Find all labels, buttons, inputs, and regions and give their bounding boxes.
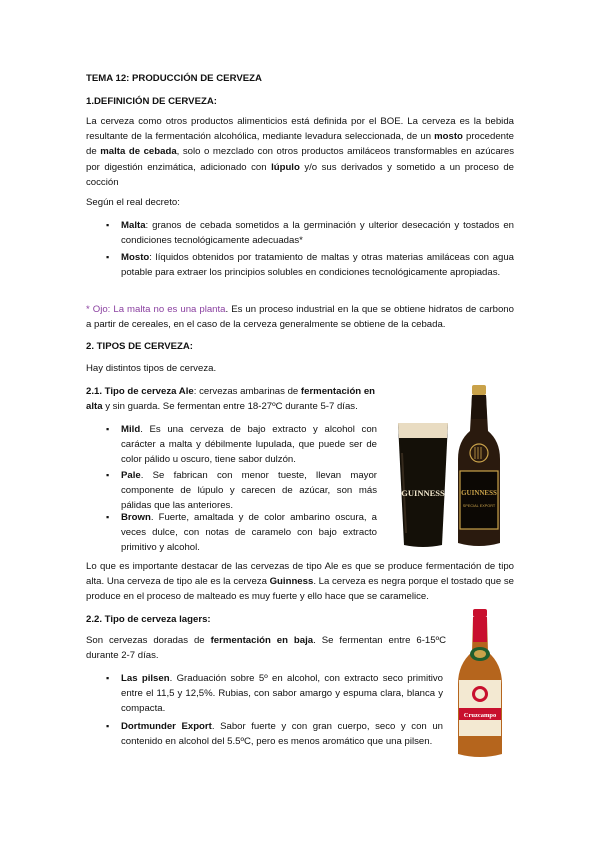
ale-text: Lo que es importante destacar de las cervezas de tipo Ale es que se produce fermentación de tipo alta. Una cerveza de tipo ale es la cerveza [86, 561, 514, 588]
section-2-heading: 2. TIPOS DE CERVEZA: [86, 341, 193, 352]
ale-text: : cervezas ambarinas de [193, 386, 301, 397]
note-text: . Es un proceso industrial en la que se obtiene hidratos de carbono a partir de cereales, en el caso de la cerveza generalmente se obtiene de la cebada. [86, 304, 514, 331]
bullet: ▪ [106, 512, 110, 522]
term: Brown [121, 512, 151, 523]
guinness-image [392, 383, 516, 551]
ale-text: y sin guarda. Se fermentan entre 18-27ºC durante 5-7 días. [102, 401, 358, 413]
lager-heading: 2.2. Tipo de cerveza lagers: [86, 614, 211, 625]
definition-text: y/o sus derivados y sometido a un proceso de cocción [86, 161, 514, 188]
types-intro: Hay distintos tipos de cerveza. [86, 363, 217, 374]
ale-text: . La cerveza es negra porque el tostado que se produce en el proceso de malteado es muy fuerte y ello hace que se caramelice. [86, 576, 514, 603]
guinness-bottle [458, 385, 500, 546]
decreto-label: Según el real decreto: [86, 197, 180, 208]
cruzcampo-image [450, 608, 510, 760]
term: Mild [121, 424, 141, 435]
list-item-pale [121, 468, 377, 514]
note-highlight: * Ojo: La malta no es una planta [86, 304, 226, 315]
bottle-label: GUINNESS [461, 489, 497, 497]
definition-text: La cerveza como otros productos alimenticios está definida por el BOE. La cerveza es la bebida resultante de la fermentación alcohólica, mediante levadura seleccionada, de un [86, 116, 514, 143]
list-item-malta [121, 218, 514, 248]
definition: . Es una cerveza de bajo extracto y alcohol con carácter a malta y débilmente lupulada, que puede ser de color pálido u oscuro, tiene sabor dulzón. [121, 424, 377, 466]
definition: . Se fabrican con menor tueste, llevan mayor componente de lúpulo y carecen de azúcar, son más pálidas que las anteriores. [121, 470, 377, 512]
bullet: ▪ [106, 470, 110, 480]
subsection-number: 2.1. [86, 386, 103, 397]
ale-intro [86, 384, 380, 414]
subsection-label: Tipo de cerveza Ale [102, 386, 194, 397]
list-item-pilsen [121, 671, 443, 717]
term: Mosto [121, 252, 150, 263]
term-lupulo: lúpulo [271, 161, 300, 173]
bullet: ▪ [106, 252, 110, 262]
bullet: ▪ [106, 673, 110, 683]
definition-text: procedente de [86, 131, 515, 158]
definition: : granos de cebada sometidos a la germinación y ulterior desecación y tostados en condiciones tecnológicamente adecuadas* [121, 220, 514, 247]
note-paragraph [86, 302, 514, 332]
definition: . Graduación sobre 5º en alcohol, con extracto seco primitivo entre el 11,5 y 12,5%. Rubias, con sabor amargo y espuma clara, blanca y compacta. [121, 673, 444, 715]
lager-text: Son cervezas doradas de [86, 635, 211, 646]
term: Malta [121, 220, 146, 231]
glass-label: GUINNESS [401, 488, 445, 498]
list-item-dortmunder [121, 719, 443, 749]
definition-text: , solo o mezclado con otros productos amiláceos transformables en azúcares por digestión enzimática, adicionado con [86, 146, 515, 173]
bullet: ▪ [106, 424, 110, 434]
cruzcampo-label: Cruzcampo [463, 712, 497, 719]
list-item-mild [121, 422, 377, 468]
definition: : líquidos obtenidos por tratamiento de maltas y otras materias amiláceas con agua potable para extraer los principios solubles en condiciones tecnológicamente apropiadas. [121, 252, 514, 279]
term: Pale [121, 470, 141, 481]
bullet: ▪ [106, 220, 110, 230]
definition: . Sabor fuerte y con gran cuerpo, seco y con un contenido en alcohol del 5.5ºC, pero es menos aromático que una pilsen. [121, 721, 443, 748]
definition: . Fuerte, amaltada y de color ambarino oscura, a veces dulce, con notas de caramelo con bajo extracto primitivo y alcohol. [121, 512, 377, 554]
term-guinness: Guinness [269, 576, 314, 588]
bullet: ▪ [106, 721, 110, 731]
lager-intro [86, 633, 446, 663]
list-item-brown [121, 510, 377, 556]
term: Las pilsen [121, 673, 170, 684]
term-fermentacion-alta: fermentación en alta [86, 386, 376, 413]
term-fermentacion-baja: fermentación en baja [210, 635, 314, 646]
ale-paragraph [86, 559, 514, 605]
list-item-mosto [121, 250, 514, 280]
section-1-heading: 1.DEFINICIÓN DE CERVEZA: [86, 96, 217, 107]
guinness-glass [398, 423, 448, 547]
page-title: TEMA 12: PRODUCCIÓN DE CERVEZA [86, 73, 262, 84]
lager-text: . Se fermentan entre 6-15ºC durante 2-7 días. [86, 635, 447, 662]
bottle-sublabel: SPECIAL EXPORT [462, 504, 496, 508]
term: Dortmunder Export [121, 721, 212, 732]
term-malta-cebada: malta de cebada [100, 146, 177, 158]
term-mosto: mosto [434, 131, 463, 143]
definition-paragraph [86, 114, 514, 190]
